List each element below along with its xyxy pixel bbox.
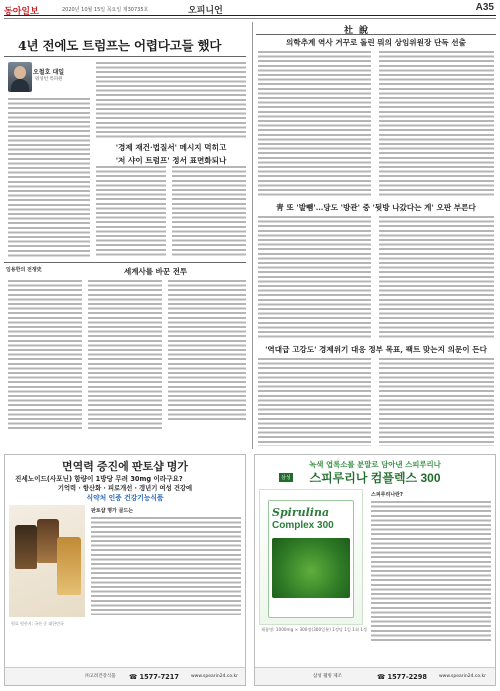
column-body-text: [8, 98, 90, 258]
dateline: 2020년 10월 15일 목요일 제30735호: [62, 7, 149, 13]
ad-contact-bar: [255, 667, 495, 685]
editorial-headline-3: '역대급 고강도' 경제위기 대응 정부 목표, 팩트 맞는지 의문이 든다: [265, 345, 487, 354]
column-divider: [4, 56, 246, 57]
ad-brand-tag: 삼성: [281, 475, 291, 481]
author-name: 오철호 대일: [33, 69, 65, 76]
editorial-body-text: [379, 216, 494, 338]
editorial-body-text: [258, 51, 371, 197]
section-title: 오피니언: [188, 6, 223, 16]
author-photo: [8, 62, 32, 92]
ad-title: 면역력 증진에 판토샵 명가: [61, 461, 189, 473]
ad-kicker: 녹색 엽록소를 분말로 담아낸 스피루리나: [309, 460, 441, 469]
column-body-text: [96, 62, 246, 138]
newspaper-logo: 동아일보: [4, 7, 39, 17]
ad-caption: 제품명: 1000mg × 300정(300일분) 1정당 1일 1회 1정: [261, 627, 368, 632]
page-number: A35: [475, 2, 494, 13]
column2-headline: 세계사를 바꾼 전투: [124, 267, 188, 276]
editorial-headline-1: 의학추계 역사 거꾸로 돌린 뭐의 상임위원장 단독 선출: [286, 38, 466, 47]
ad-blurb-title: 판토샵 명가 골드는: [91, 508, 134, 514]
editorial-headline-2: 靑 또 '발뺌'…당도 '방관' 중 '뒷방 나갔다는 게' 오판 부른다: [276, 203, 476, 212]
header-rule: [4, 15, 496, 16]
ad-contact-bar: [5, 667, 245, 685]
editorial-body-text: [379, 51, 494, 197]
editorial-body-text: [258, 216, 371, 338]
ad-title: 스피루리나 컴플렉스 300: [309, 471, 441, 485]
column2-body-text: [88, 280, 162, 430]
editorial-rule: [256, 34, 496, 35]
editorial-kicker: 社說: [344, 26, 375, 36]
pullquote-line-1: '경제 재건·법질서' 메시지 먹히고: [115, 143, 227, 152]
ad-side-title: 스피루리나란?: [371, 492, 403, 498]
product-package-image: [259, 489, 363, 625]
ad-phone[interactable]: ☎ 1577-2298: [377, 673, 427, 681]
ad-website[interactable]: www.spearin24.co.kr: [439, 674, 486, 679]
ad-company: 삼성 웰빙 제조: [313, 674, 342, 679]
ad-website[interactable]: www.spearin24.co.kr: [191, 674, 238, 679]
column-pullquote: [96, 142, 246, 166]
product-image: [9, 505, 85, 617]
column-body-text: [172, 166, 246, 258]
advertisement-left[interactable]: [4, 454, 246, 686]
column2-divider: [4, 262, 246, 263]
author-role: 워싱턴 특파원: [35, 77, 63, 82]
header-subrule: [4, 18, 496, 19]
editorial-body-text: [258, 358, 371, 446]
ad-company: ㈜고려건강식품: [85, 674, 116, 679]
ad-certification: 식약처 인증 건강기능식품: [86, 494, 164, 502]
editorial-body-text: [379, 358, 494, 446]
ad-body-text: [91, 517, 241, 615]
ad-footnote: 원료 원산지: 국산 중 대한민국: [11, 621, 64, 626]
package-brand: Spirulina: [272, 506, 330, 519]
column-separator: [252, 22, 253, 449]
pullquote-line-2: '저 샤이 트럼프' 정서 표면화되나: [115, 156, 227, 165]
product-bottle-icon: [37, 519, 59, 563]
column2-author: 임용한의 전쟁史: [6, 267, 42, 273]
product-bottle-icon: [15, 525, 37, 569]
advertisement-right[interactable]: [254, 454, 496, 686]
column2-body-text: [168, 280, 246, 422]
ad-phone[interactable]: ☎ 1577-7217: [129, 673, 179, 681]
spirulina-image: [272, 538, 350, 598]
column-headline: 4년 전에도 트럼프는 어렵다고들 했다: [18, 38, 222, 53]
column-body-text: [96, 166, 166, 258]
ad-tagline: 기억력 · 항산화 · 피로개선 · 갱년기 여성 건강에: [57, 485, 193, 492]
ad-brand-line: 진세노이드(사포닌) 함량이 1방당 무려 30mg 이라구요?: [15, 475, 183, 483]
page-header: [0, 0, 500, 30]
ad-body-text: [371, 501, 491, 641]
product-box-icon: [57, 537, 81, 595]
package-subtitle: Complex 300: [272, 520, 334, 531]
column2-body-text: [8, 280, 82, 430]
